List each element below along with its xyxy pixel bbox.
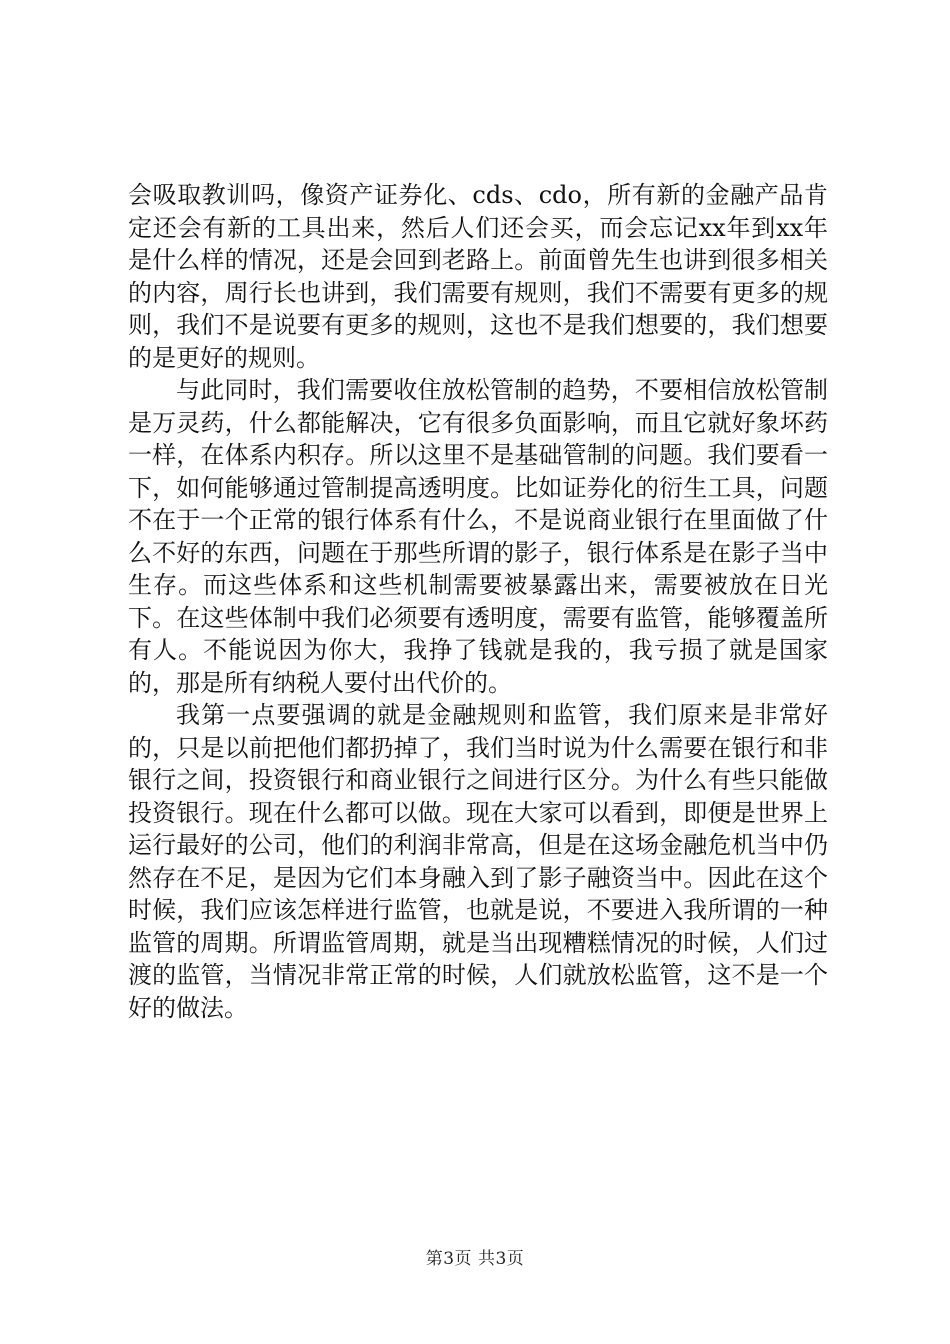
paragraph-continuation: 会吸取教训吗，像资产证券化、cds、cdo，所有新的金融产品肯定还会有新的工具出来，然后人们还会买，而会忘记xx年到xx年是什么样的情况，还是会回到老路上。前面曾先生也讲到很多相关的内容，周行长也讲到，我们需要有规则，我们不需要有更多的规则，我们不是说要有更多的规则，这也不是我们想要的，我们想要的是更好的规则。 — [128, 181, 828, 372]
paragraph-deregulation: 与此同时，我们需要收住放松管制的趋势，不要相信放松管制是万灵药，什么都能解决，它有很多负面影响，而且它就好象坏药一样，在体系内积存。所以这里不是基础管制的问题。我们要看一下，如何能够通过管制提高透明度。比如证券化的衍生工具，问题不在于一个正常的银行体系有什么，不是说商业银行在里面做了什么不好的东西，问题在于那些所谓的影子，银行体系是在影子当中生存。而这些体系和这些机制需要被暴露出来，需要被放在日光下。在这些体制中我们必须要有透明度，需要有监管，能够覆盖所有人。不能说因为你大，我挣了钱就是我的，我亏损了就是国家的，那是所有纳税人要付出代价的。 — [128, 376, 828, 697]
document-body — [128, 179, 828, 1024]
page-footer: 第3页 共3页 — [425, 1249, 525, 1269]
paragraph-financial-rules: 我第一点要强调的就是金融规则和监管，我们原来是非常好的，只是以前把他们都扔掉了，我们当时说为什么需要在银行和非银行之间，投资银行和商业银行之间进行区分。为什么有些只能做投资银行。现在什么都可以做。现在大家可以看到，即便是世界上运行最好的公司，他们的利润非常高，但是在这场金融危机当中仍然存在不足，是因为它们本身融入到了影子融资当中。因此在这个时候，我们应该怎样进行监管，也就是说，不要进入我所谓的一种监管的周期。所谓监管周期，就是当出现糟糕情况的时候，人们过渡的监管，当情况非常正常的时候，人们就放松监管，这不是一个好的做法。 — [128, 701, 828, 1022]
